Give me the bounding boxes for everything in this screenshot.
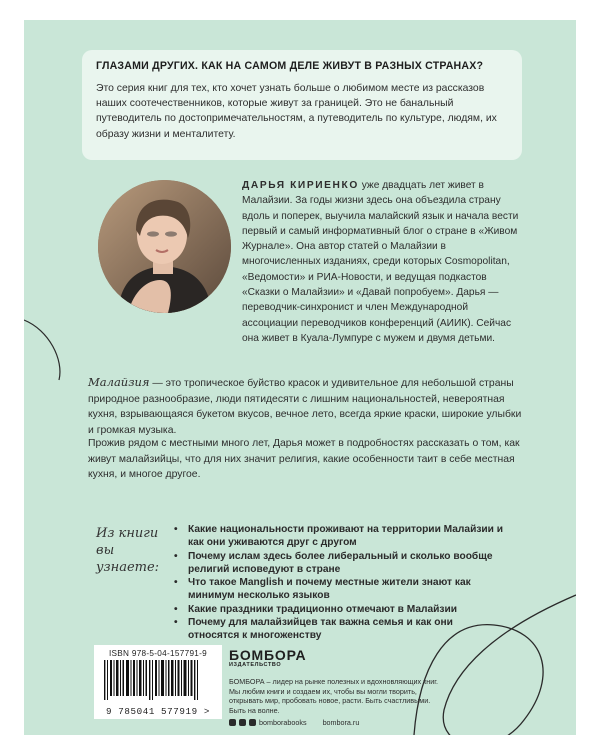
book-back-cover — [24, 20, 576, 735]
author-portrait — [98, 180, 231, 313]
author-bio — [242, 178, 524, 346]
series-description: Это серия книг для тех, кто хочет узнать больше о любимом месте из рассказов наших соотечественников, которые живут за границей. Это не банальный путеводитель по достопримечательностям, а путеводитель по культуре, людям, их образу жизни и менталитету. — [96, 83, 497, 140]
isbn-text: ISBN 978-5-04-157791-9 — [108, 649, 208, 658]
list-item: • Почему ислам здесь более либеральный и сколько вообще религий исповедуют в стране — [174, 550, 504, 577]
list-item: • Какие национальности проживают на территории Малайзии и как они уживаются друг с другом — [174, 523, 504, 550]
barcode-digits: 9 785041 577919 > — [106, 706, 210, 717]
publisher-description: БОМБОРА – лидер на рынке полезных и вдохновляющих книг. Мы любим книги и создаем их, чтобы вы могли творить, открывать мир, пробовать новое, расти. Быть счастливыми. Быть на волне. — [229, 677, 438, 715]
publisher-subtitle: ИЗДАТЕЛЬСТВО — [229, 662, 282, 668]
list-item: • Почему для малайзийцев так важна семья и как они относятся к многоженству — [174, 616, 504, 643]
barcode-box — [94, 645, 222, 719]
intro-script-word: Малайзия — [88, 375, 150, 389]
learn-label-line1: Из книги — [96, 526, 159, 541]
author-name: ДАРЬЯ КИРИЕНКО — [242, 180, 359, 191]
author-bio-text: уже двадцать лет живет в Малайзии. За годы жизни здесь она объездила страну вдоль и поперек, выучила малайский язык и начала вести первый и самый информативный блог о стране в «Живом Журнале». Она автор статей о Малайзии в многочисленных изданиях, среди которых Cosmopolitan, «Ведомости» и РИА-Новости, и ведущая подкастов «Сказки о Малайзии» и «Давай попробуем». Дарья — переводчик-синхронист и член Международной ассоциации переводчиков конференций (АИИК). Сейчас она живет в Куала-Лумпуре с мужем и двумя детьми. — [242, 180, 519, 344]
barcode-image — [100, 658, 216, 700]
learn-label — [96, 525, 181, 576]
instagram-icon[interactable] — [249, 719, 256, 726]
author-photo-image — [98, 180, 231, 313]
intro-text: — это тропическое буйство красок и удивительное для небольшой страны природное разнообразие, люди пятидесяти с лишним национальностей, невероятная кухня, взрывающаяся букетом вкусов, вечное лето, всегда яркие краски, широкие улыбки и громкая музыка. — [88, 378, 522, 436]
list-item: • Какие праздники традиционно отмечают в Малайзии — [174, 603, 504, 616]
vk-icon[interactable] — [239, 719, 246, 726]
publisher-handle[interactable]: bomborabooks — [259, 718, 307, 727]
second-paragraph: Прожив рядом с местными много лет, Дарья может в подробностях рассказать о том, как живут малайзийцы, что для них значит религия, какие особенности таит в себе местная кухня, и многое другое. — [88, 438, 520, 480]
learn-label-line2: вы узнаете: — [96, 543, 160, 575]
learn-bullet-list — [174, 523, 504, 643]
publisher-links — [229, 718, 359, 727]
publisher-site[interactable]: bombora.ru — [322, 718, 360, 727]
facebook-icon[interactable] — [229, 719, 236, 726]
publisher-name: БОМБОРА — [229, 647, 307, 663]
list-item: • Что такое Manglish и почему местные жители знают как минимум несколько языков — [174, 576, 504, 603]
series-title: ГЛАЗАМИ ДРУГИХ. КАК НА САМОМ ДЕЛЕ ЖИВУТ В РАЗНЫХ СТРАНАХ? — [96, 60, 484, 72]
series-info-box — [82, 50, 522, 160]
publisher-logo — [229, 648, 306, 668]
intro-paragraph — [88, 375, 528, 438]
